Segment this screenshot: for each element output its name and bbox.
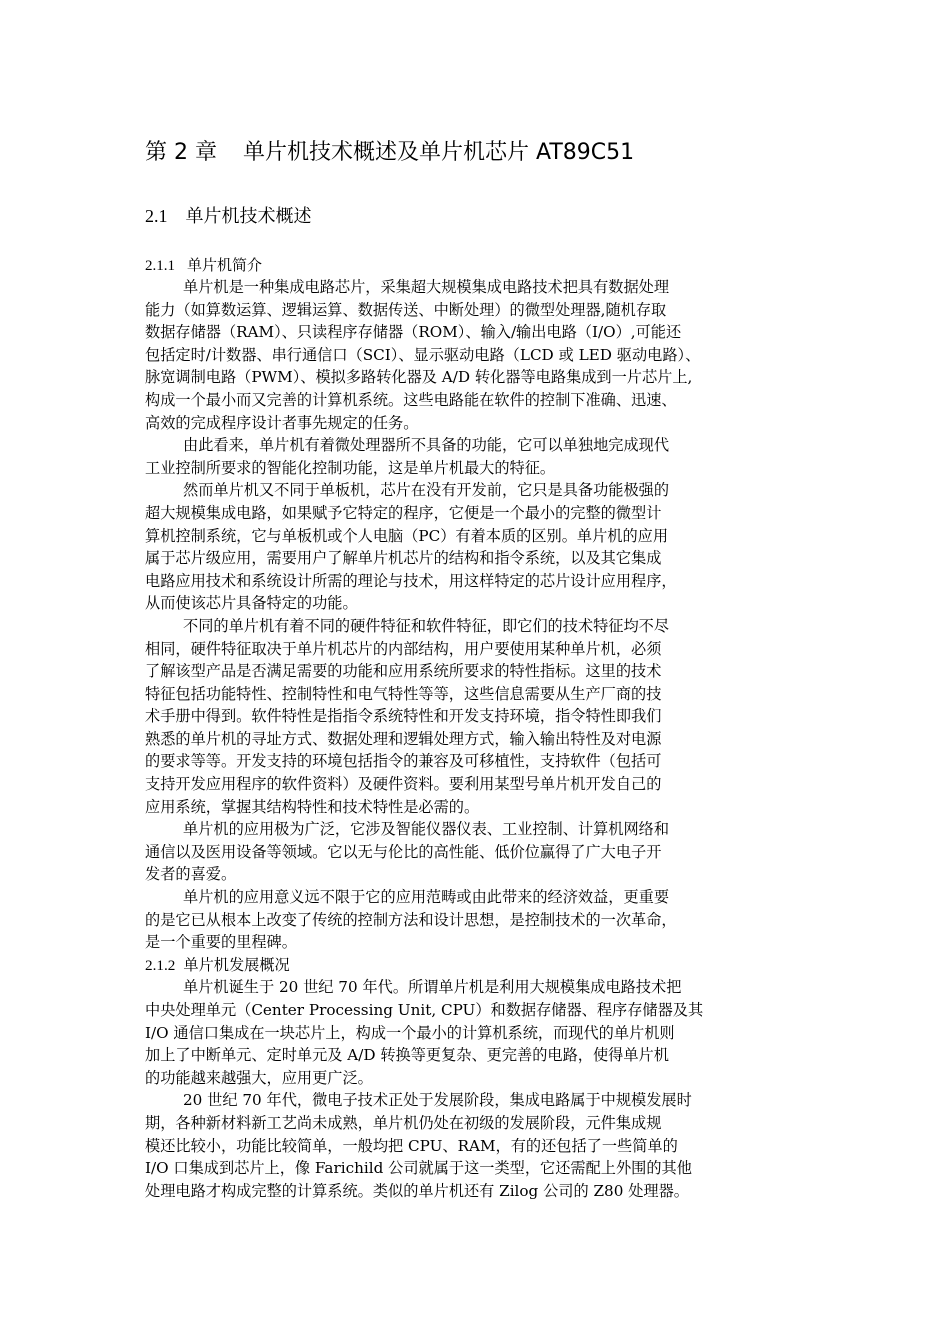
paragraph-line: 的要求等等。开发支持的环境包括指令的兼容及可移植性，支持软件（包括可 xyxy=(145,752,662,771)
paragraph-line: 加上了中断单元、定时单元及 A/D 转换等更复杂、更完善的电路，使得单片机 xyxy=(145,1046,669,1065)
paragraph-line: 然而单片机又不同于单板机，芯片在没有开发前，它只是具备功能极强的 xyxy=(183,481,669,500)
paragraph-line: 熟悉的单片机的寻址方式、数据处理和逻辑处理方式，输入输出特性及对电源 xyxy=(145,729,662,748)
paragraph-line: 构成一个最小而又完善的计算机系统。这些电路能在软件的控制下准确、迅速、 xyxy=(145,390,677,409)
paragraph-line: 相同，硬件特征取决于单片机芯片的内部结构，用户要使用某种单片机，必须 xyxy=(145,639,662,658)
paragraph-line: 脉宽调制电路（PWM）、模拟多路转化器及 A/D 转化器等电路集成到一片芯片上, xyxy=(145,368,693,387)
paragraph-line: 高效的完成程序设计者事先规定的任务。 xyxy=(145,413,419,432)
paragraph-line: 数据存储器（RAM）、只读程序存储器（ROM）、输入/输出电路（I/O）,可能还 xyxy=(145,323,682,342)
paragraph-line: 特征包括功能特性、控制特性和电气特性等等，这些信息需要从生产厂商的技 xyxy=(145,684,662,703)
paragraph-line: 属于芯片级应用，需要用户了解单片机芯片的结构和指令系统，以及其它集成 xyxy=(145,549,662,568)
paragraph-line: 的功能越来越强大，应用更广泛。 xyxy=(145,1068,373,1087)
paragraph-line: 包括定时/计数器、串行通信口（SCI）、显示驱动电路（LCD 或 LED 驱动电路）、 xyxy=(145,345,701,364)
paragraph-line: 是一个重要的里程碑。 xyxy=(145,933,297,952)
section-heading xyxy=(145,203,312,230)
paragraph-line: 中央处理单元（Center Processing Unit, CPU）和数据存储器、程序存储器及其 xyxy=(145,1001,704,1019)
paragraph-line: I/O 通信口集成在一块芯片上，构成一个最小的计算机系统，而现代的单片机则 xyxy=(145,1023,675,1042)
paragraph-line: 通信以及医用设备等领域。它以无与伦比的高性能、低价位赢得了广大电子开 xyxy=(145,842,662,861)
paragraph-line: 算机控制系统，它与单板机或个人电脑（PC）有着本质的区别。单片机的应用 xyxy=(145,526,669,545)
paragraph-line: 从而使该芯片具备特定的功能。 xyxy=(145,594,358,613)
subsection-number: 2.1.1 xyxy=(145,258,175,274)
paragraph-line: 单片机的应用极为广泛，它涉及智能仪器仪表、工业控制、计算机网络和 xyxy=(183,820,669,839)
paragraph-line: 的是它已从根本上改变了传统的控制方法和设计思想，是控制技术的一次革命， xyxy=(145,910,677,929)
subsection-title-text: 单片机发展概况 xyxy=(183,955,290,974)
paragraph-line: 应用系统，掌握其结构特性和技术特性是必需的。 xyxy=(145,797,480,816)
paragraph-line: 模还比较小，功能比较简单，一般均把 CPU、RAM，有的还包括了一些简单的 xyxy=(145,1136,678,1155)
section-number: 2.1 xyxy=(145,206,168,226)
chapter-number: 第 2 章 xyxy=(145,140,217,165)
paragraph-line: 超大规模集成电路，如果赋予它特定的程序，它便是一个最小的完整的微型计 xyxy=(145,503,662,522)
paragraph-line: 能力（如算数运算、逻辑运算、数据传送、中断处理）的微型处理器,随机存取 xyxy=(145,300,667,319)
paragraph-line: 支持开发应用程序的软件资料）及硬件资料。要利用某型号单片机开发自己的 xyxy=(145,775,662,794)
subsection-title-text: 单片机简介 xyxy=(187,256,263,274)
paragraph-line: 工业控制所要求的智能化控制功能，这是单片机最大的特征。 xyxy=(145,458,556,477)
paragraph-line: 单片机是一种集成电路芯片，采集超大规模集成电路技术把具有数据处理 xyxy=(183,278,669,296)
section-title-text: 单片机技术概述 xyxy=(185,206,312,227)
paragraph-line: 不同的单片机有着不同的硬件特征和软件特征，即它们的技术特征均不尽 xyxy=(183,616,669,635)
paragraph-line: 术手册中得到。软件特性是指指令系统特性和开发支持环境，指令特性即我们 xyxy=(145,707,662,726)
chapter-title-text: 单片机技术概述及单片机芯片 AT89C51 xyxy=(242,140,635,165)
paragraph-line: 了解该型产品是否满足需要的功能和应用系统所要求的特性指标。这里的技术 xyxy=(145,662,662,681)
subsection-heading-2 xyxy=(145,954,815,977)
subsection-number: 2.1.2 xyxy=(145,956,176,974)
subsection-heading-1 xyxy=(145,255,262,276)
paragraph-line: 处理电路才构成完整的计算系统。类似的单片机还有 Zilog 公司的 Z80 处理器。 xyxy=(145,1181,689,1200)
paragraph-line: 20 世纪 70 年代，微电子技术正处于发展阶段，集成电路属于中规模发展时 xyxy=(183,1091,692,1110)
paragraph-line: 期，各种新材料新工艺尚未成熟，单片机仍处在初级的发展阶段，元件集成规 xyxy=(145,1113,662,1132)
paragraph-line: 电路应用技术和系统设计所需的理论与技术，用这样特定的芯片设计应用程序， xyxy=(145,571,677,590)
paragraph-line: I/O 口集成到芯片上，像 Farichild 公司就属于这一类型，它还需配上外围的其他 xyxy=(145,1159,692,1178)
paragraph-line: 单片机诞生于 20 世纪 70 年代。所谓单片机是利用大规模集成电路技术把 xyxy=(183,978,682,997)
paragraph-line: 单片机的应用意义远不限于它的应用范畴或由此带来的经济效益，更重要 xyxy=(183,888,669,907)
paragraph-line: 由此看来，单片机有着微处理器所不具备的功能，它可以单独地完成现代 xyxy=(183,436,669,455)
paragraph-line: 发者的喜爱。 xyxy=(145,865,237,884)
chapter-heading xyxy=(145,138,634,168)
body-text-block-1 xyxy=(145,276,815,1202)
